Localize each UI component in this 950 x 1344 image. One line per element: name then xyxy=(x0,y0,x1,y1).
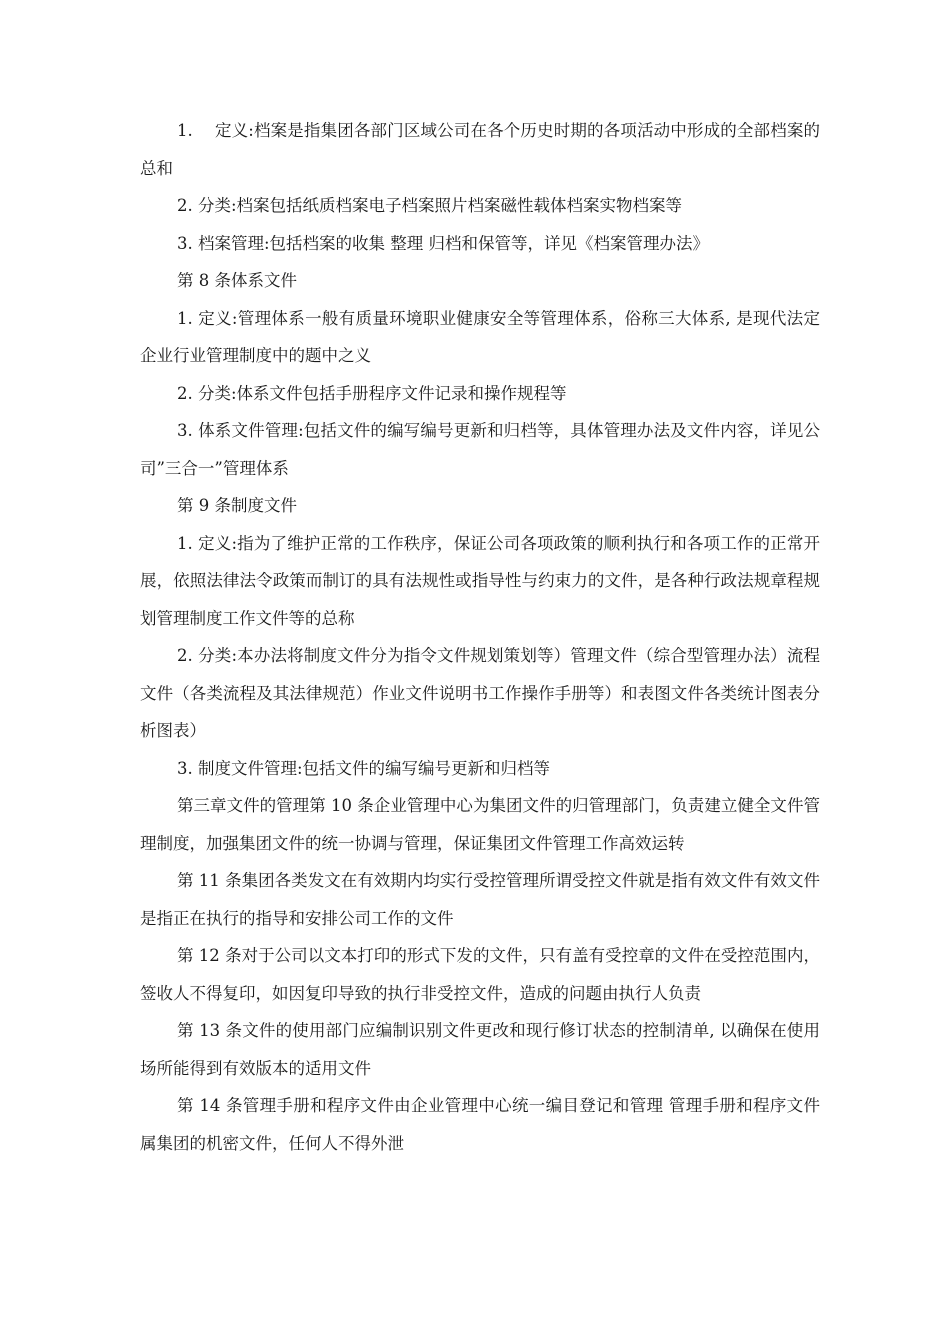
article-10-paragraph: 第三章文件的管理第 10 条企业管理中心为集团文件的归管理部门，负责建立健全文件管理制度，加强集团文件的统一协调与管理，保证集团文件管理工作高效运转 xyxy=(140,796,820,853)
paragraph-archive-definition: 1. 定义:档案是指集团各部门区域公司在各个历史时期的各项活动中形成的全部档案的总和 xyxy=(140,121,820,178)
paragraph-archive-management: 3. 档案管理:包括档案的收集 整理 归档和保管等，详见《档案管理办法》 xyxy=(177,233,710,253)
article-8-heading: 第 8 条体系文件 xyxy=(177,271,297,290)
paragraph-regulation-definition: 1. 定义:指为了维护正常的工作秩序，保证公司各项政策的顺利执行和各项工作的正常开展，依照法律法令政策而制订的具有法规性或指导性与约束力的文件，是各种行政法规章程规划管理制度工作文件等的总称 xyxy=(140,533,820,628)
article-11-paragraph: 第 11 条集团各类发文在有效期内均实行受控管理所谓受控文件就是指有效文件有效文件是指正在执行的指导和安排公司工作的文件 xyxy=(140,871,820,928)
paragraph-regulation-classification: 2. 分类:本办法将制度文件分为指令文件规划策划等）管理文件（综合型管理办法）流程文件（各类流程及其法律规范）作业文件说明书工作操作手册等）和表图文件各类统计图表分析图表） xyxy=(140,646,820,740)
article-14-paragraph: 第 14 条管理手册和程序文件由企业管理中心统一编目登记和管理 管理手册和程序文件属集团的机密文件，任何人不得外泄 xyxy=(140,1096,820,1153)
article-12-paragraph: 第 12 条对于公司以文本打印的形式下发的文件，只有盖有受控章的文件在受控范围内，签收人不得复印，如因复印导致的执行非受控文件，造成的问题由执行人负责 xyxy=(140,946,820,1003)
paragraph-system-classification: 2. 分类:体系文件包括手册程序文件记录和操作规程等 xyxy=(177,383,567,403)
article-9-heading: 第 9 条制度文件 xyxy=(177,496,297,515)
paragraph-regulation-management: 3. 制度文件管理:包括文件的编写编号更新和归档等 xyxy=(177,758,551,778)
paragraph-archive-classification: 2. 分类:档案包括纸质档案电子档案照片档案磁性载体档案实物档案等 xyxy=(177,196,683,215)
paragraph-system-definition: 1. 定义:管理体系一般有质量环境职业健康安全等管理体系，俗称三大体系, 是现代法定企业行业管理制度中的题中之义 xyxy=(140,308,820,365)
article-13-paragraph: 第 13 条文件的使用部门应编制识别文件更改和现行修订状态的控制清单, 以确保在使用场所能得到有效版本的适用文件 xyxy=(140,1021,820,1078)
paragraph-system-management: 3. 体系文件管理:包括文件的编写编号更新和归档等，具体管理办法及文件内容，详见公司”三合一”管理体系 xyxy=(140,421,820,478)
document-body xyxy=(140,112,820,1162)
